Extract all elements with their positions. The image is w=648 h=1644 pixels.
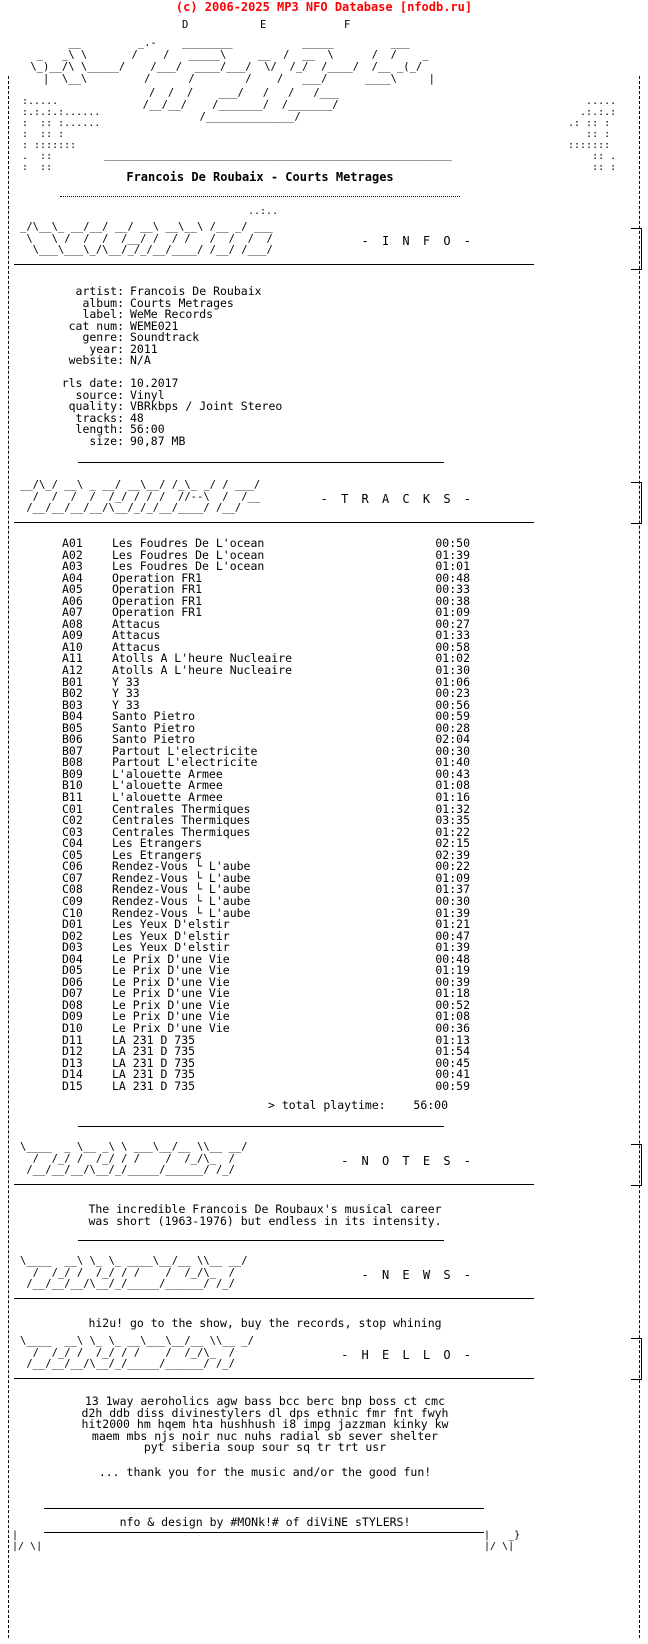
track-number: A02	[62, 547, 83, 562]
track-title: Les Etrangers	[112, 836, 203, 851]
footer-ornament-right: | _} |/ \|	[484, 1530, 521, 1552]
info-key: website:	[68, 353, 124, 367]
track-title: L'alouette Armee	[112, 790, 223, 805]
track-title: Centrales Thermiques	[112, 801, 251, 816]
greetings-line: d2h ddb diss divinestylers dl dps ethnic fmr fnt fwyh	[81, 1405, 449, 1420]
info-value: WEME021	[130, 318, 179, 333]
track-title: Centrales Thermiques	[112, 813, 251, 828]
greetings-line: maem mbs njs noir nuc nuhs radial sb sever shelter	[91, 1428, 439, 1443]
track-title: LA 231 D 735	[112, 1067, 196, 1082]
info-value: N/A	[130, 353, 151, 367]
track-title: Centrales Thermiques	[112, 824, 251, 839]
track-number: B07	[62, 743, 83, 758]
track-title: Les Yeux D'elstir	[112, 917, 230, 932]
track-duration: 00:48	[435, 570, 470, 585]
track-duration: 00:41	[435, 1067, 470, 1082]
track-number: D10	[62, 1020, 83, 1035]
ascii-logo: D E F __ _.- ________ _____ ___ _ _\ \ / / _____\ __ / __ \ / / _ \_)__/\ \_____/ /___/ ____/___/ \/ /_/ /____/ /__ _(_/ | \__\ / / / / ___/ ____\ | / / / ___/ / / /___ /__/__/ /_______/ /_______/ /______________/ _______________________________________________________	[24, 19, 454, 161]
info-key: genre:	[82, 330, 124, 344]
info-value: VBRkbps / Joint Stereo	[130, 399, 283, 413]
info-value: 90,87 MB	[130, 433, 186, 448]
info-key: source:	[75, 387, 124, 402]
info-divider	[78, 462, 444, 463]
track-title: Santo Pietro	[112, 732, 196, 747]
track-title: LA 231 D 735	[112, 1032, 196, 1047]
track-number: B06	[62, 732, 83, 747]
track-number: D07	[62, 986, 83, 1001]
track-number: D08	[62, 997, 83, 1012]
notes-line: was short (1963-1976) but endless in its intensity.	[88, 1214, 442, 1228]
track-duration: 02:15	[435, 836, 470, 851]
track-duration: 01:02	[435, 651, 470, 666]
right-bracket	[631, 1144, 642, 1186]
info-value: Soundtrack	[130, 330, 200, 344]
track-title: Les Foudres De L'ocean	[112, 536, 265, 550]
track-number: D11	[62, 1032, 83, 1047]
track-title: LA 231 D 735	[112, 1055, 196, 1070]
track-number: D01	[62, 917, 83, 932]
track-duration: 03:35	[435, 813, 470, 828]
track-number: A03	[62, 559, 83, 574]
news-ascii-art: \____ __\ \_ \_ ____\__/__ \\__ __/ / /_/ / /_/ / / / /_/\_ / /__/__/__/\__/_/_____/______/ /_/	[20, 1255, 248, 1290]
news-text: hi2u! go to the show, buy the records, stop whining	[88, 1316, 442, 1330]
track-duration: 00:56	[435, 697, 470, 712]
total-label: > total playtime:	[268, 1098, 386, 1112]
notes-section-header	[14, 1140, 534, 1185]
track-number: A07	[62, 605, 83, 620]
track-number: A06	[62, 593, 83, 608]
info-row	[50, 355, 282, 367]
track-row	[62, 1078, 470, 1093]
info-value: WeMe Records	[130, 307, 214, 321]
track-number: A08	[62, 616, 83, 631]
track-duration: 00:28	[435, 720, 470, 735]
track-number: B02	[62, 686, 83, 701]
right-frame	[599, 76, 640, 1638]
track-duration: 01:06	[435, 674, 470, 689]
track-title: L'alouette Armee	[112, 778, 223, 793]
track-number: A10	[62, 639, 83, 654]
track-title: Les Yeux D'elstir	[112, 928, 230, 943]
track-duration: 00:43	[435, 766, 470, 781]
greetings-line: pyt siberia soup sour sq tr trt usr	[143, 1440, 387, 1454]
hello-ascii-art: \____ __\ \_ \_ __\___\__/__ \\__ _/ / /_/ / /_/ / / / /_/\_ / /__/__/__/\__/_/_____/______/ /_/	[20, 1335, 254, 1370]
info-value: Courts Metrages	[130, 295, 234, 310]
track-duration: 00:48	[435, 951, 470, 966]
track-title: Operation FR1	[112, 593, 203, 608]
total-playtime	[268, 1098, 468, 1112]
track-title: Le Prix D'une Vie	[112, 951, 230, 966]
credit-text: nfo & design by #MONk!# of diViNE sTYLERS!	[119, 1515, 411, 1529]
track-number: D04	[62, 951, 83, 966]
track-number: C05	[62, 847, 83, 862]
small-ornament: ..:..	[248, 206, 279, 217]
track-duration: 01:01	[435, 559, 470, 574]
track-title: Partout L'electricite	[112, 755, 258, 770]
copyright-header: (c) 2006-2025 MP3 NFO Database [nfodb.ru]	[175, 0, 473, 14]
notes-label: - N O T E S -	[341, 1154, 474, 1168]
track-duration: 01:08	[435, 778, 470, 793]
track-duration: 00:39	[435, 974, 470, 989]
info-key: album:	[82, 295, 124, 310]
tracklist	[62, 538, 470, 1092]
left-frame	[8, 76, 49, 1638]
track-number: A01	[62, 536, 83, 550]
track-title: Y 33	[112, 674, 140, 689]
notes-line: The incredible Francois De Roubaux's musical career	[88, 1202, 442, 1216]
track-number: B05	[62, 720, 83, 735]
track-title: Le Prix D'une Vie	[112, 974, 230, 989]
title-divider	[60, 196, 460, 197]
track-duration: 00:23	[435, 686, 470, 701]
right-bracket	[631, 1338, 642, 1380]
track-number: C10	[62, 905, 83, 920]
info-row	[50, 332, 282, 344]
info-value: 2011	[130, 341, 158, 356]
info-key: rls date:	[61, 376, 124, 390]
track-title: Atolls A L'heure Nucleaire	[112, 651, 293, 666]
track-duration: 01:40	[435, 755, 470, 770]
track-title: Rendez-Vous └ L'aube	[112, 905, 251, 920]
track-duration: 00:52	[435, 997, 470, 1012]
track-title: Le Prix D'une Vie	[112, 1009, 230, 1024]
info-value: Vinyl	[130, 387, 165, 402]
logo-letter-f: F	[344, 19, 351, 31]
logo-letter-d: D	[182, 19, 189, 31]
track-number: D12	[62, 1044, 83, 1059]
info-section-header	[14, 220, 534, 265]
track-duration: 01:30	[435, 663, 470, 678]
track-duration: 00:36	[435, 1020, 470, 1035]
track-duration: 00:59	[435, 709, 470, 724]
track-title: Attacus	[112, 639, 161, 654]
info-row	[50, 433, 282, 448]
thanks-text: ... thank you for the music and/or the good fun!	[98, 1465, 432, 1479]
track-number: C02	[62, 813, 83, 828]
info-key: length:	[75, 422, 124, 436]
track-title: Les Foudres De L'ocean	[112, 559, 265, 574]
track-duration: 00:30	[435, 743, 470, 758]
right-bracket	[631, 228, 642, 270]
track-title: Les Foudres De L'ocean	[112, 547, 265, 562]
track-number: A04	[62, 570, 83, 585]
track-number: A12	[62, 663, 83, 678]
track-title: Santo Pietro	[112, 709, 196, 724]
track-number: B01	[62, 674, 83, 689]
tracks-label: - T R A C K S -	[320, 492, 474, 506]
greetings-line: hit2000 hm hqem hta hushhush i8 impg jazzman kinky kw	[81, 1417, 449, 1431]
track-duration: 00:30	[435, 893, 470, 908]
track-number: C06	[62, 859, 83, 874]
hello-label: - H E L L O -	[341, 1348, 474, 1362]
track-title: Les Yeux D'elstir	[112, 940, 230, 955]
track-number: B10	[62, 778, 83, 793]
track-number: A05	[62, 582, 83, 597]
release-title: Francois De Roubaix - Courts Metrages	[126, 170, 394, 184]
track-number: C07	[62, 870, 83, 885]
track-number: C03	[62, 824, 83, 839]
track-title: Operation FR1	[112, 605, 203, 620]
track-duration: 00:59	[435, 1078, 470, 1093]
info-label: - I N F O -	[361, 234, 474, 248]
info-value: Francois De Roubaix	[130, 284, 262, 298]
track-title: Rendez-Vous └ L'aube	[112, 859, 251, 874]
total-value: 56:00	[413, 1098, 449, 1112]
track-duration: 01:13	[435, 1032, 470, 1047]
info-value: 10.2017	[130, 376, 179, 390]
info-key: size:	[89, 433, 124, 448]
notes-divider	[78, 1240, 444, 1241]
info-key: quality:	[68, 399, 124, 413]
greetings	[56, 1396, 474, 1454]
logo-letter-e: E	[260, 19, 267, 31]
track-number: A09	[62, 628, 83, 643]
track-title: Rendez-Vous └ L'aube	[112, 870, 251, 885]
tracks-divider	[78, 1126, 444, 1127]
track-duration: 01:54	[435, 1044, 470, 1059]
track-number: D15	[62, 1078, 83, 1093]
left-dots: :..... :.:.:.:...... : :: :...... : :: : : ::::::: . :: : ::	[22, 96, 101, 173]
greetings-line: 13 1way aeroholics agw bass bcc berc bnp boss ct cmc	[84, 1394, 446, 1408]
right-bracket	[631, 482, 642, 524]
track-duration: 01:09	[435, 870, 470, 885]
track-number: D02	[62, 928, 83, 943]
track-number: D13	[62, 1055, 83, 1070]
track-number: C09	[62, 893, 83, 908]
track-duration: 01:08	[435, 1009, 470, 1024]
info-value: 56:00	[130, 422, 165, 436]
track-number: C08	[62, 882, 83, 897]
track-title: Le Prix D'une Vie	[112, 986, 230, 1001]
track-number: B03	[62, 697, 83, 712]
notes-text	[60, 1203, 470, 1227]
track-number: D05	[62, 963, 83, 978]
track-number: D03	[62, 940, 83, 955]
track-duration: 00:33	[435, 582, 470, 597]
track-duration: 01:39	[435, 940, 470, 955]
track-title: LA 231 D 735	[112, 1078, 196, 1093]
track-title: Rendez-Vous └ L'aube	[112, 893, 251, 908]
track-number: C04	[62, 836, 83, 851]
track-title: Les Etrangers	[112, 847, 203, 862]
track-duration: 00:45	[435, 1055, 470, 1070]
track-title: Y 33	[112, 697, 140, 712]
tracks-ascii-art: __/\_/ __\ _ __/ __\__/ /_\_ _/ / ___/ / / / / /_/ / / / //--\ / /__ /__/__/__/__/\__/_/_/__/____/ /__/	[20, 479, 261, 514]
hello-section-header	[14, 1334, 534, 1379]
info-key: cat num:	[68, 318, 124, 333]
track-title: Le Prix D'une Vie	[112, 997, 230, 1012]
info-key: label:	[82, 307, 124, 321]
notes-ascii-art: \____ _ \__ _\ \ ___\__/__ \\__ __/ / /_/ / /_/ / / / /_/\_ / /__/__/__/\__/_/_____/______/ /_/	[20, 1141, 248, 1176]
track-title: Rendez-Vous └ L'aube	[112, 882, 251, 897]
info-key: tracks:	[75, 410, 124, 425]
footer-divider	[44, 1532, 484, 1533]
track-number: A11	[62, 651, 83, 666]
info-block	[50, 286, 282, 447]
track-duration: 01:18	[435, 986, 470, 1001]
track-number: D14	[62, 1067, 83, 1082]
track-duration: 00:38	[435, 593, 470, 608]
credit-divider	[44, 1508, 484, 1509]
track-duration: 00:22	[435, 859, 470, 874]
track-number: B08	[62, 755, 83, 770]
track-title: Attacus	[112, 616, 161, 631]
track-duration: 02:39	[435, 847, 470, 862]
track-duration: 01:09	[435, 605, 470, 620]
track-duration: 02:04	[435, 732, 470, 747]
info-value: 48	[130, 410, 144, 425]
info-ascii-art: _/\__\_ __/__/ __/ __\ __\__\ /__ _/ ___ \ \ / / / /__/ / / / / / / / \___\___\_/\__/_/_/__/____/ /__/ /___/	[20, 221, 273, 256]
tracks-section-header	[14, 478, 534, 523]
track-title: Y 33	[112, 686, 140, 701]
track-title: LA 231 D 735	[112, 1044, 196, 1059]
track-number: B09	[62, 766, 83, 781]
track-number: C01	[62, 801, 83, 816]
info-key: year:	[89, 341, 124, 356]
track-title: L'alouette Armee	[112, 766, 223, 781]
track-duration: 00:27	[435, 616, 470, 631]
footer-ornament-left: | |/ \|	[12, 1530, 43, 1552]
track-title: Le Prix D'une Vie	[112, 963, 230, 978]
info-key: artist:	[75, 284, 124, 298]
track-duration: 01:39	[435, 905, 470, 920]
track-title: Le Prix D'une Vie	[112, 1020, 230, 1035]
track-title: Santo Pietro	[112, 720, 196, 735]
track-title: Atolls A L'heure Nucleaire	[112, 663, 293, 678]
track-duration: 01:39	[435, 547, 470, 562]
news-section-header	[14, 1254, 534, 1299]
right-dots: ..... .:.:.: .: :: : :: : ::::::: :: . :: :	[568, 96, 617, 173]
track-duration: 01:32	[435, 801, 470, 816]
track-title: Operation FR1	[112, 570, 203, 585]
track-number: D06	[62, 974, 83, 989]
track-number: D09	[62, 1009, 83, 1024]
track-title: Partout L'electricite	[112, 743, 258, 758]
track-duration: 01:16	[435, 790, 470, 805]
track-duration: 01:33	[435, 628, 470, 643]
track-duration: 00:47	[435, 928, 470, 943]
track-duration: 00:58	[435, 639, 470, 654]
track-number: B04	[62, 709, 83, 724]
track-title: Attacus	[112, 628, 161, 643]
track-duration: 00:50	[435, 536, 470, 550]
track-number: B11	[62, 790, 83, 805]
track-duration: 01:22	[435, 824, 470, 839]
track-title: Operation FR1	[112, 582, 203, 597]
track-duration: 01:37	[435, 882, 470, 897]
track-duration: 01:21	[435, 917, 470, 932]
track-duration: 01:19	[435, 963, 470, 978]
news-label: - N E W S -	[361, 1268, 474, 1282]
